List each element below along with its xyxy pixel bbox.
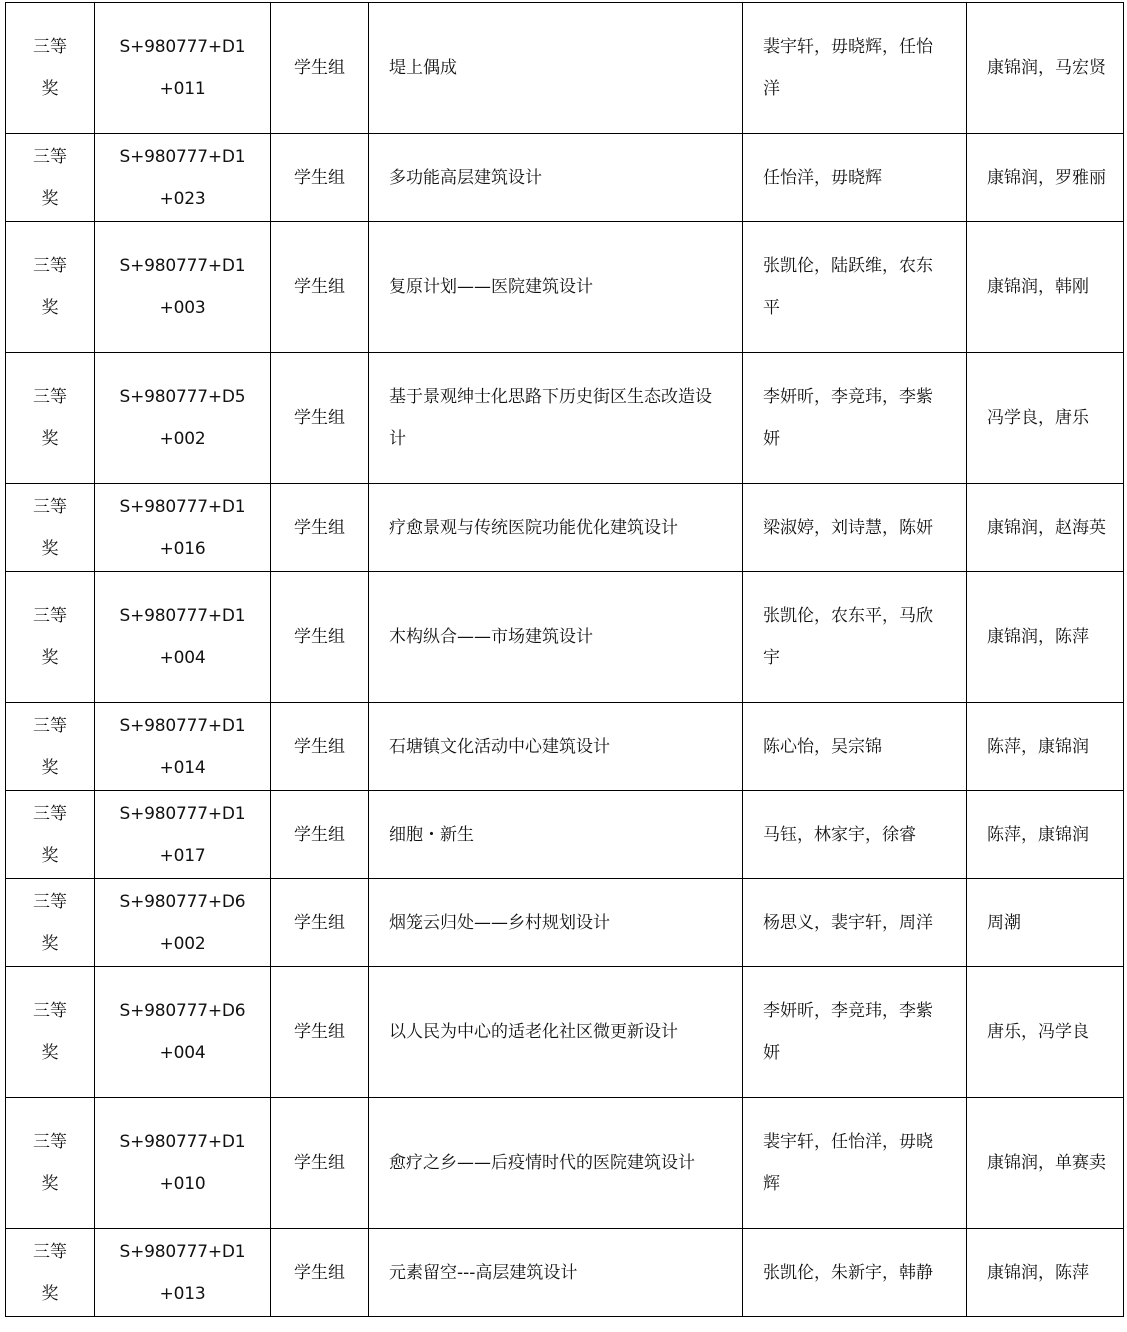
- group-cell: 学生组: [271, 484, 369, 572]
- advisors-cell: 康锦润，赵海英: [967, 484, 1124, 572]
- advisors-cell: 康锦润，韩刚: [967, 222, 1124, 353]
- code-cell: S+980777+D1+023: [95, 134, 271, 222]
- code-cell: S+980777+D1+011: [95, 3, 271, 134]
- title-cell: 多功能高层建筑设计: [369, 134, 743, 222]
- awards-table: [5, 2, 1124, 1317]
- authors-cell: 张凯伦，陆跃维，农东平: [743, 222, 967, 353]
- code-cell: S+980777+D6+004: [95, 967, 271, 1098]
- authors-cell: 张凯伦，农东平，马欣宇: [743, 572, 967, 703]
- code-cell: S+980777+D5+002: [95, 353, 271, 484]
- table-row: [6, 703, 1124, 791]
- title-cell: 以人民为中心的适老化社区微更新设计: [369, 967, 743, 1098]
- authors-cell: 梁淑婷，刘诗慧，陈妍: [743, 484, 967, 572]
- authors-cell: 杨思义，裴宇轩，周洋: [743, 879, 967, 967]
- advisors-cell: 周潮: [967, 879, 1124, 967]
- table-row: [6, 222, 1124, 353]
- award-cell: 三等奖: [6, 1229, 95, 1317]
- authors-cell: 李妍昕，李竞玮，李紫妍: [743, 967, 967, 1098]
- advisors-cell: 冯学良，唐乐: [967, 353, 1124, 484]
- authors-cell: 裴宇轩，任怡洋，毋晓辉: [743, 1098, 967, 1229]
- table-row: [6, 353, 1124, 484]
- code-cell: S+980777+D1+013: [95, 1229, 271, 1317]
- advisors-cell: 唐乐，冯学良: [967, 967, 1124, 1098]
- authors-cell: 裴宇轩，毋晓辉，任怡洋: [743, 3, 967, 134]
- award-cell: 三等奖: [6, 1098, 95, 1229]
- award-cell: 三等奖: [6, 572, 95, 703]
- code-cell: S+980777+D1+014: [95, 703, 271, 791]
- award-cell: 三等奖: [6, 484, 95, 572]
- award-cell: 三等奖: [6, 967, 95, 1098]
- advisors-cell: 康锦润，单赛卖: [967, 1098, 1124, 1229]
- group-cell: 学生组: [271, 134, 369, 222]
- table-row: [6, 791, 1124, 879]
- group-cell: 学生组: [271, 353, 369, 484]
- code-cell: S+980777+D1+017: [95, 791, 271, 879]
- group-cell: 学生组: [271, 703, 369, 791]
- title-cell: 石塘镇文化活动中心建筑设计: [369, 703, 743, 791]
- award-cell: 三等奖: [6, 3, 95, 134]
- title-cell: 疗愈景观与传统医院功能优化建筑设计: [369, 484, 743, 572]
- authors-cell: 张凯伦，朱新宇，韩静: [743, 1229, 967, 1317]
- table-row: [6, 134, 1124, 222]
- code-cell: S+980777+D1+010: [95, 1098, 271, 1229]
- title-cell: 基于景观绅士化思路下历史街区生态改造设计: [369, 353, 743, 484]
- award-cell: 三等奖: [6, 791, 95, 879]
- advisors-cell: 康锦润，马宏贤: [967, 3, 1124, 134]
- title-cell: 细胞・新生: [369, 791, 743, 879]
- group-cell: 学生组: [271, 791, 369, 879]
- group-cell: 学生组: [271, 222, 369, 353]
- code-cell: S+980777+D6+002: [95, 879, 271, 967]
- table-row: [6, 484, 1124, 572]
- table-row: [6, 879, 1124, 967]
- title-cell: 元素留空---高层建筑设计: [369, 1229, 743, 1317]
- award-cell: 三等奖: [6, 222, 95, 353]
- group-cell: 学生组: [271, 1229, 369, 1317]
- table-row: [6, 3, 1124, 134]
- title-cell: 木构纵合——市场建筑设计: [369, 572, 743, 703]
- advisors-cell: 康锦润，罗雅丽: [967, 134, 1124, 222]
- code-cell: S+980777+D1+004: [95, 572, 271, 703]
- group-cell: 学生组: [271, 1098, 369, 1229]
- advisors-cell: 陈萍，康锦润: [967, 703, 1124, 791]
- group-cell: 学生组: [271, 572, 369, 703]
- table-row: [6, 572, 1124, 703]
- table-row: [6, 1229, 1124, 1317]
- group-cell: 学生组: [271, 879, 369, 967]
- code-cell: S+980777+D1+003: [95, 222, 271, 353]
- title-cell: 复原计划——医院建筑设计: [369, 222, 743, 353]
- authors-cell: 任怡洋，毋晓辉: [743, 134, 967, 222]
- authors-cell: 陈心怡，吴宗锦: [743, 703, 967, 791]
- code-cell: S+980777+D1+016: [95, 484, 271, 572]
- group-cell: 学生组: [271, 3, 369, 134]
- award-cell: 三等奖: [6, 134, 95, 222]
- title-cell: 愈疗之乡——后疫情时代的医院建筑设计: [369, 1098, 743, 1229]
- title-cell: 堤上偶成: [369, 3, 743, 134]
- title-cell: 烟笼云归处——乡村规划设计: [369, 879, 743, 967]
- award-cell: 三等奖: [6, 703, 95, 791]
- authors-cell: 李妍昕，李竞玮，李紫妍: [743, 353, 967, 484]
- advisors-cell: 康锦润，陈萍: [967, 1229, 1124, 1317]
- authors-cell: 马钰，林家宇，徐睿: [743, 791, 967, 879]
- table-row: [6, 967, 1124, 1098]
- table-row: [6, 1098, 1124, 1229]
- advisors-cell: 陈萍，康锦润: [967, 791, 1124, 879]
- group-cell: 学生组: [271, 967, 369, 1098]
- award-cell: 三等奖: [6, 353, 95, 484]
- award-cell: 三等奖: [6, 879, 95, 967]
- advisors-cell: 康锦润，陈萍: [967, 572, 1124, 703]
